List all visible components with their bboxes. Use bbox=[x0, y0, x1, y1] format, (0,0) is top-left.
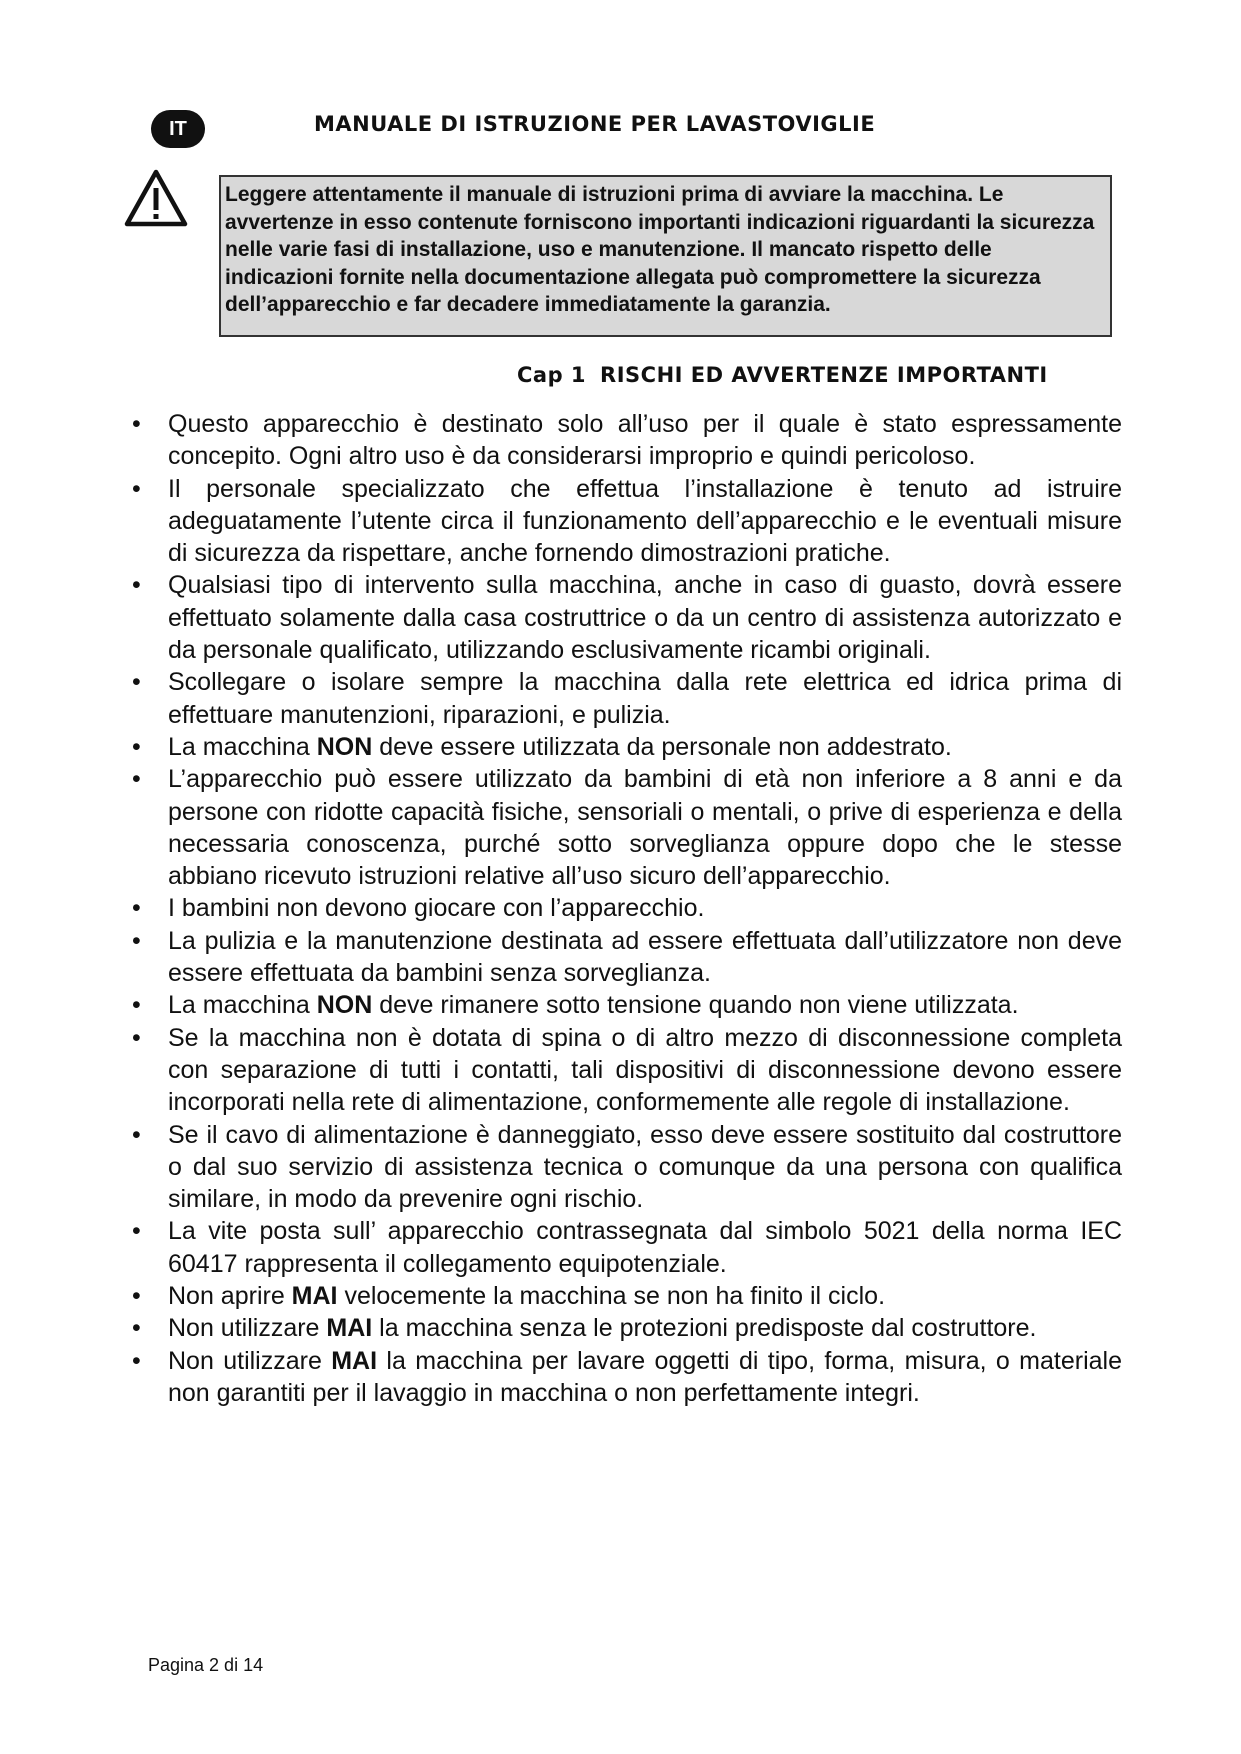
list-item: • Se il cavo di alimentazione è danneggiato, esso deve essere sostituito dal costruttore o dal suo servizio di assistenza tecnica o comunque da una persona con qualifica similare, in modo da prevenire ogni rischio. bbox=[132, 1119, 1122, 1216]
list-item: • Scollegare o isolare sempre la macchina dalla rete elettrica ed idrica prima di effettuare manutenzioni, riparazioni, e pulizia. bbox=[132, 666, 1122, 731]
emphasis: NON bbox=[316, 732, 373, 761]
list-item: • Non utilizzare MAI la macchina per lavare oggetti di tipo, forma, misura, o materiale non garantiti per il lavaggio in macchina o non perfettamente integri. bbox=[132, 1345, 1122, 1410]
list-item: • Non utilizzare MAI la macchina senza le protezioni predisposte dal costruttore. bbox=[132, 1312, 1122, 1344]
emphasis: MAI bbox=[331, 1346, 378, 1375]
warning-notice bbox=[219, 175, 1112, 337]
chapter-title: RISCHI ED AVVERTENZE IMPORTANTI bbox=[600, 363, 1048, 387]
chapter-heading bbox=[517, 363, 1048, 387]
safety-warnings-list bbox=[132, 408, 1122, 1409]
list-item: • La vite posta sull’ apparecchio contrassegnata dal simbolo 5021 della norma IEC 60417 rappresenta il collegamento equipotenziale. bbox=[132, 1215, 1122, 1280]
emphasis: MAI bbox=[326, 1314, 373, 1343]
emphasis: NON bbox=[316, 991, 373, 1020]
chapter-number: Cap 1 bbox=[517, 363, 587, 387]
list-item: • La macchina NON deve essere utilizzata da personale non addestrato. bbox=[132, 731, 1122, 763]
language-badge: IT bbox=[151, 110, 205, 148]
emphasis: MAI bbox=[291, 1282, 338, 1311]
warning-triangle-icon bbox=[124, 168, 188, 228]
list-item: • Il personale specializzato che effettua l’installazione è tenuto ad istruire adeguatamente l’utente circa il funzionamento dell’apparecchio e le eventuali misure di sicurezza da rispettare, anche fornendo dimostrazioni pratiche. bbox=[132, 473, 1122, 570]
page-number: Pagina 2 di 14 bbox=[148, 1655, 264, 1675]
list-item: • La pulizia e la manutenzione destinata ad essere effettuata dall’utilizzatore non deve essere effettuata da bambini senza sorveglianza. bbox=[132, 925, 1122, 990]
list-item: • Se la macchina non è dotata di spina o di altro mezzo di disconnessione completa con separazione di tutti i contatti, tali dispositivi di disconnessione devono essere incorporati nella rete di alimentazione, conformemente alle regole di installazione. bbox=[132, 1022, 1122, 1119]
list-item: • L’apparecchio può essere utilizzato da bambini di età non inferiore a 8 anni e da persone con ridotte capacità fisiche, sensoriali o mentali, o prive di esperienza e della necessaria conoscenza, purché sotto sorveglianza oppure dopo che le stesse abbiano ricevuto istruzioni relative all’uso sicuro dell’apparecchio. bbox=[132, 763, 1122, 892]
list-item: • I bambini non devono giocare con l’apparecchio. bbox=[132, 892, 1122, 924]
document-title: MANUALE DI ISTRUZIONE PER LAVASTOVIGLIE bbox=[314, 112, 876, 136]
warning-text: Leggere attentamente il manuale di istruzioni prima di avviare la macchina. Le avvertenze in esso contenute forniscono importanti indicazioni riguardanti la sicurezza nelle varie fasi di installazione, uso e manutenzione. Il mancato rispetto delle indicazioni fornite nella documentazione allegata può compromettere la sicurezza dell’apparecchio e far decadere immediatamente la garanzia. bbox=[225, 183, 1095, 316]
list-item: • Non aprire MAI velocemente la macchina se non ha finito il ciclo. bbox=[132, 1280, 1122, 1312]
list-item: • Qualsiasi tipo di intervento sulla macchina, anche in caso di guasto, dovrà essere effettuato solamente dalla casa costruttrice o da un centro di assistenza autorizzato e da personale qualificato, utilizzando esclusivamente ricambi originali. bbox=[132, 569, 1122, 666]
list-item: • Questo apparecchio è destinato solo all’uso per il quale è stato espressamente concepito. Ogni altro uso è da considerarsi improprio e quindi pericoloso. bbox=[132, 408, 1122, 473]
list-item: • La macchina NON deve rimanere sotto tensione quando non viene utilizzata. bbox=[132, 989, 1122, 1021]
